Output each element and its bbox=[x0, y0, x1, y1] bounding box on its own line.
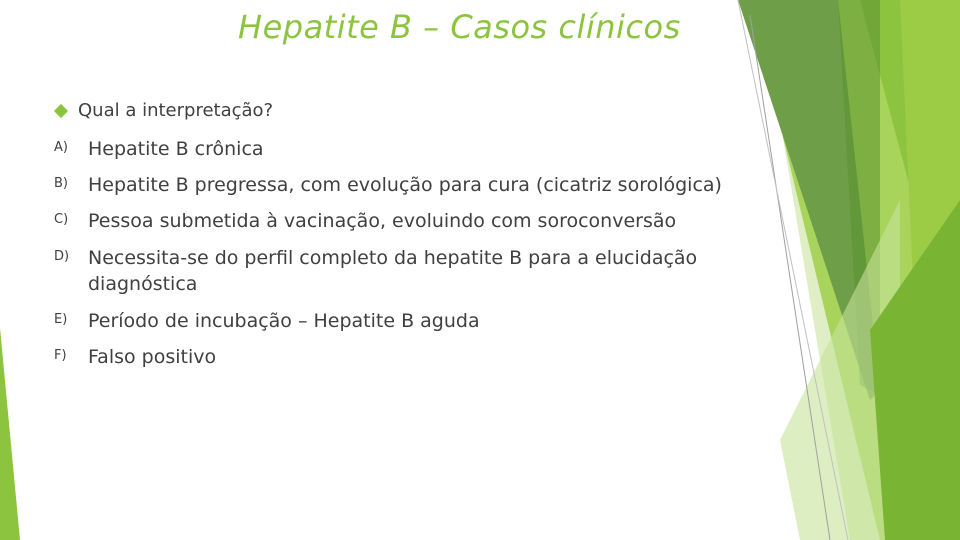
option-b bbox=[54, 172, 744, 198]
option-e bbox=[54, 308, 744, 334]
option-text: Falso positivo bbox=[88, 346, 217, 368]
option-text: Período de incubação – Hepatite B aguda bbox=[88, 310, 480, 332]
left-accent-shape bbox=[0, 328, 20, 540]
slide-title: Hepatite B – Casos clínicos bbox=[238, 8, 681, 46]
option-letter: A) bbox=[54, 140, 68, 155]
option-letter: C) bbox=[54, 212, 69, 227]
question-text: Qual a interpretação? bbox=[78, 100, 274, 121]
option-f bbox=[54, 344, 744, 370]
option-text: Pessoa submetida à vacinação, evoluindo com soroconversão bbox=[88, 210, 677, 232]
option-a bbox=[54, 136, 744, 162]
option-text: Hepatite B pregressa, com evolução para cura (cicatriz sorológica) bbox=[88, 174, 722, 196]
option-letter: F) bbox=[54, 348, 67, 363]
question-line bbox=[56, 100, 273, 121]
bullet-diamond-icon bbox=[54, 103, 68, 117]
option-c bbox=[54, 208, 744, 234]
option-letter: D) bbox=[54, 249, 70, 264]
option-d bbox=[54, 245, 744, 297]
option-text: Necessita-se do perfil completo da hepatite B para a elucidação diagnóstica bbox=[88, 247, 698, 295]
option-letter: E) bbox=[54, 312, 68, 327]
option-letter: B) bbox=[54, 176, 68, 191]
option-text: Hepatite B crônica bbox=[88, 138, 264, 160]
